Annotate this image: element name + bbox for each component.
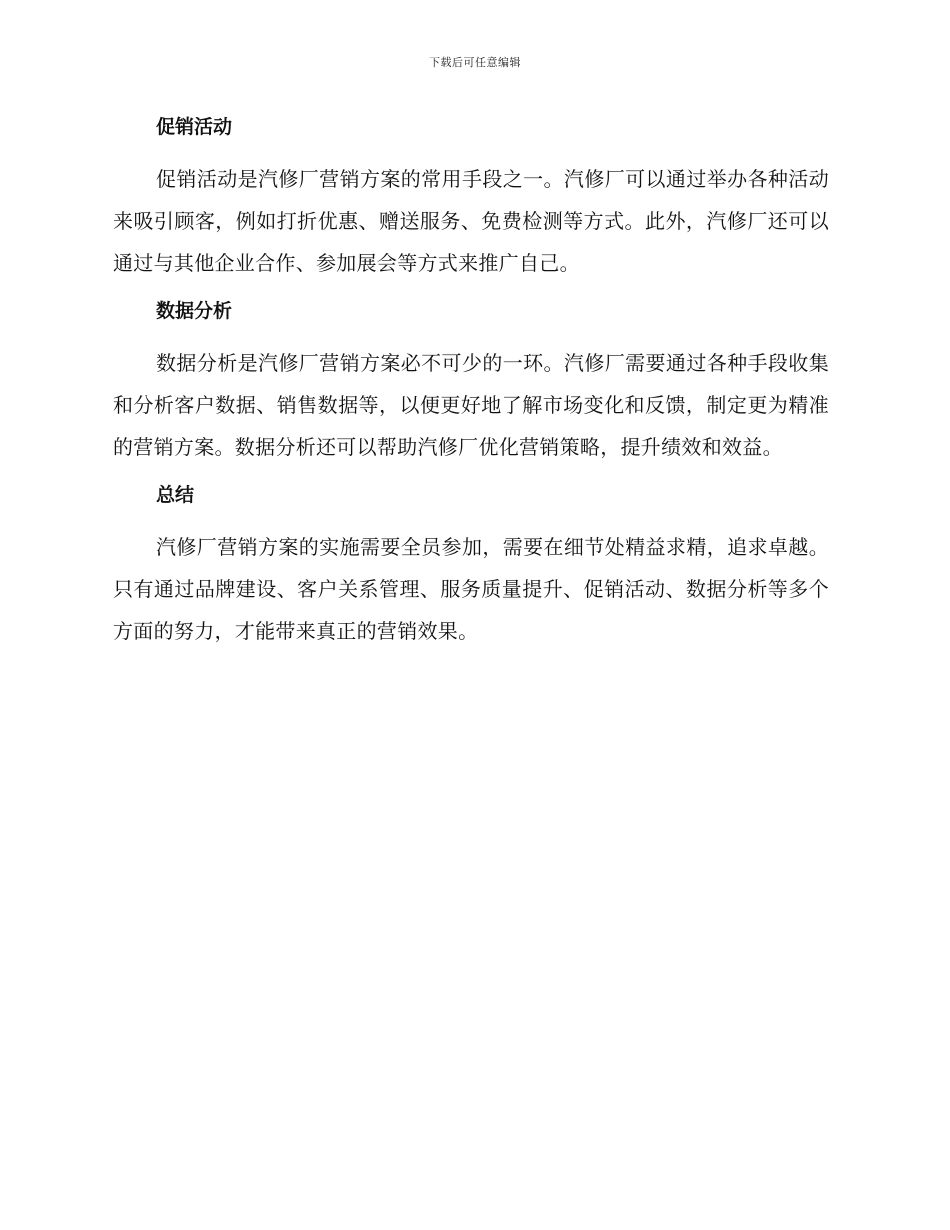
section-promotion	[113, 108, 829, 284]
section-title-data-analysis: 数据分析	[156, 300, 233, 322]
section-title-promotion: 促销活动	[156, 116, 233, 138]
section-body-summary: 汽修厂营销方案的实施需要全员参加，需要在细节处精益求精，追求卓越。只有通过品牌建设、客户关系管理、服务质量提升、促销活动、数据分析等多个方面的努力，才能带来真正的营销效果。	[113, 535, 829, 643]
section-summary	[113, 476, 829, 652]
section-body-data-analysis: 数据分析是汽修厂营销方案必不可少的一环。汽修厂需要通过各种手段收集和分析客户数据、销售数据等，以便更好地了解市场变化和反馈，制定更为精准的营销方案。数据分析还可以帮助汽修厂优化营销策略，提升绩效和效益。	[113, 351, 829, 459]
section-body-promotion: 促销活动是汽修厂营销方案的常用手段之一。汽修厂可以通过举办各种活动来吸引顾客，例如打折优惠、赠送服务、免费检测等方式。此外，汽修厂还可以通过与其他企业合作、参加展会等方式来推广自己。	[113, 167, 829, 275]
document-body	[113, 108, 829, 652]
page-header: 下载后可任意编辑	[429, 56, 521, 69]
section-title-summary: 总结	[156, 484, 195, 506]
section-data-analysis	[113, 292, 829, 468]
